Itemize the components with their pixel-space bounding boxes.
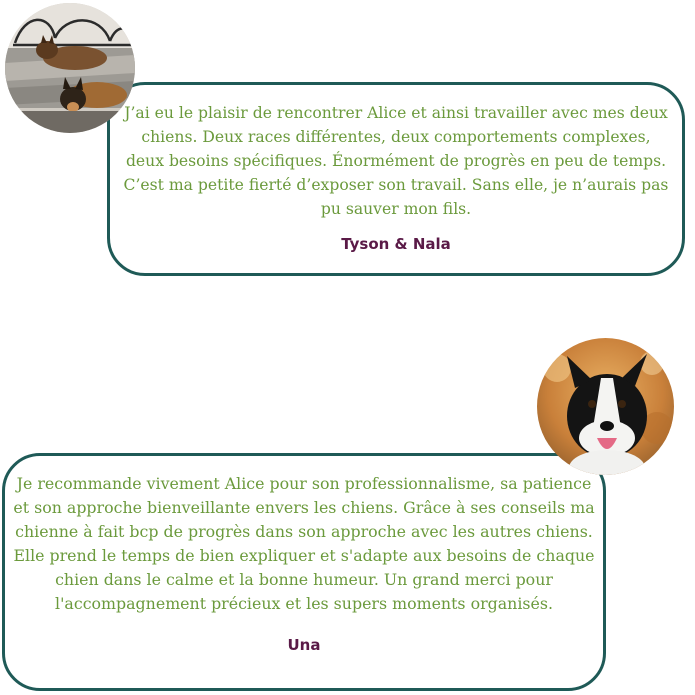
testimonial-author: Una [287, 636, 321, 654]
testimonial-quote: J’ai eu le plaisir de rencontrer Alice et ainsi travailler avec mes deux chiens. Deux races différentes, deux comportements complexes, deux besoins spécifiques. Énormément de progrès en peu de temps. C’est ma petite fierté d’exposer son travail. Sans elle, je n’aurais pas pu sauver mon fils. [123, 104, 669, 218]
testimonial-quote: Je recommande vivement Alice pour son professionnalisme, sa patience et son approche bienveillante envers les chiens. Grâce à ses conseils ma chienne à fait bcp de progrès dans son approche avec les autres chiens. Elle prend le temps de bien expliquer et s'adapte aux besoins de chaque chien dans le calme et la bonne humeur. Un grand merci pour l'accompagnement précieux et les supers moments organisés. [13, 474, 595, 613]
dogs-avatar-photo [5, 3, 135, 133]
testimonial-card-una [2, 453, 606, 691]
testimonial-card-tyson-nala [107, 82, 685, 276]
testimonial-author: Tyson & Nala [341, 235, 451, 253]
border-collie-avatar-photo [537, 338, 674, 475]
